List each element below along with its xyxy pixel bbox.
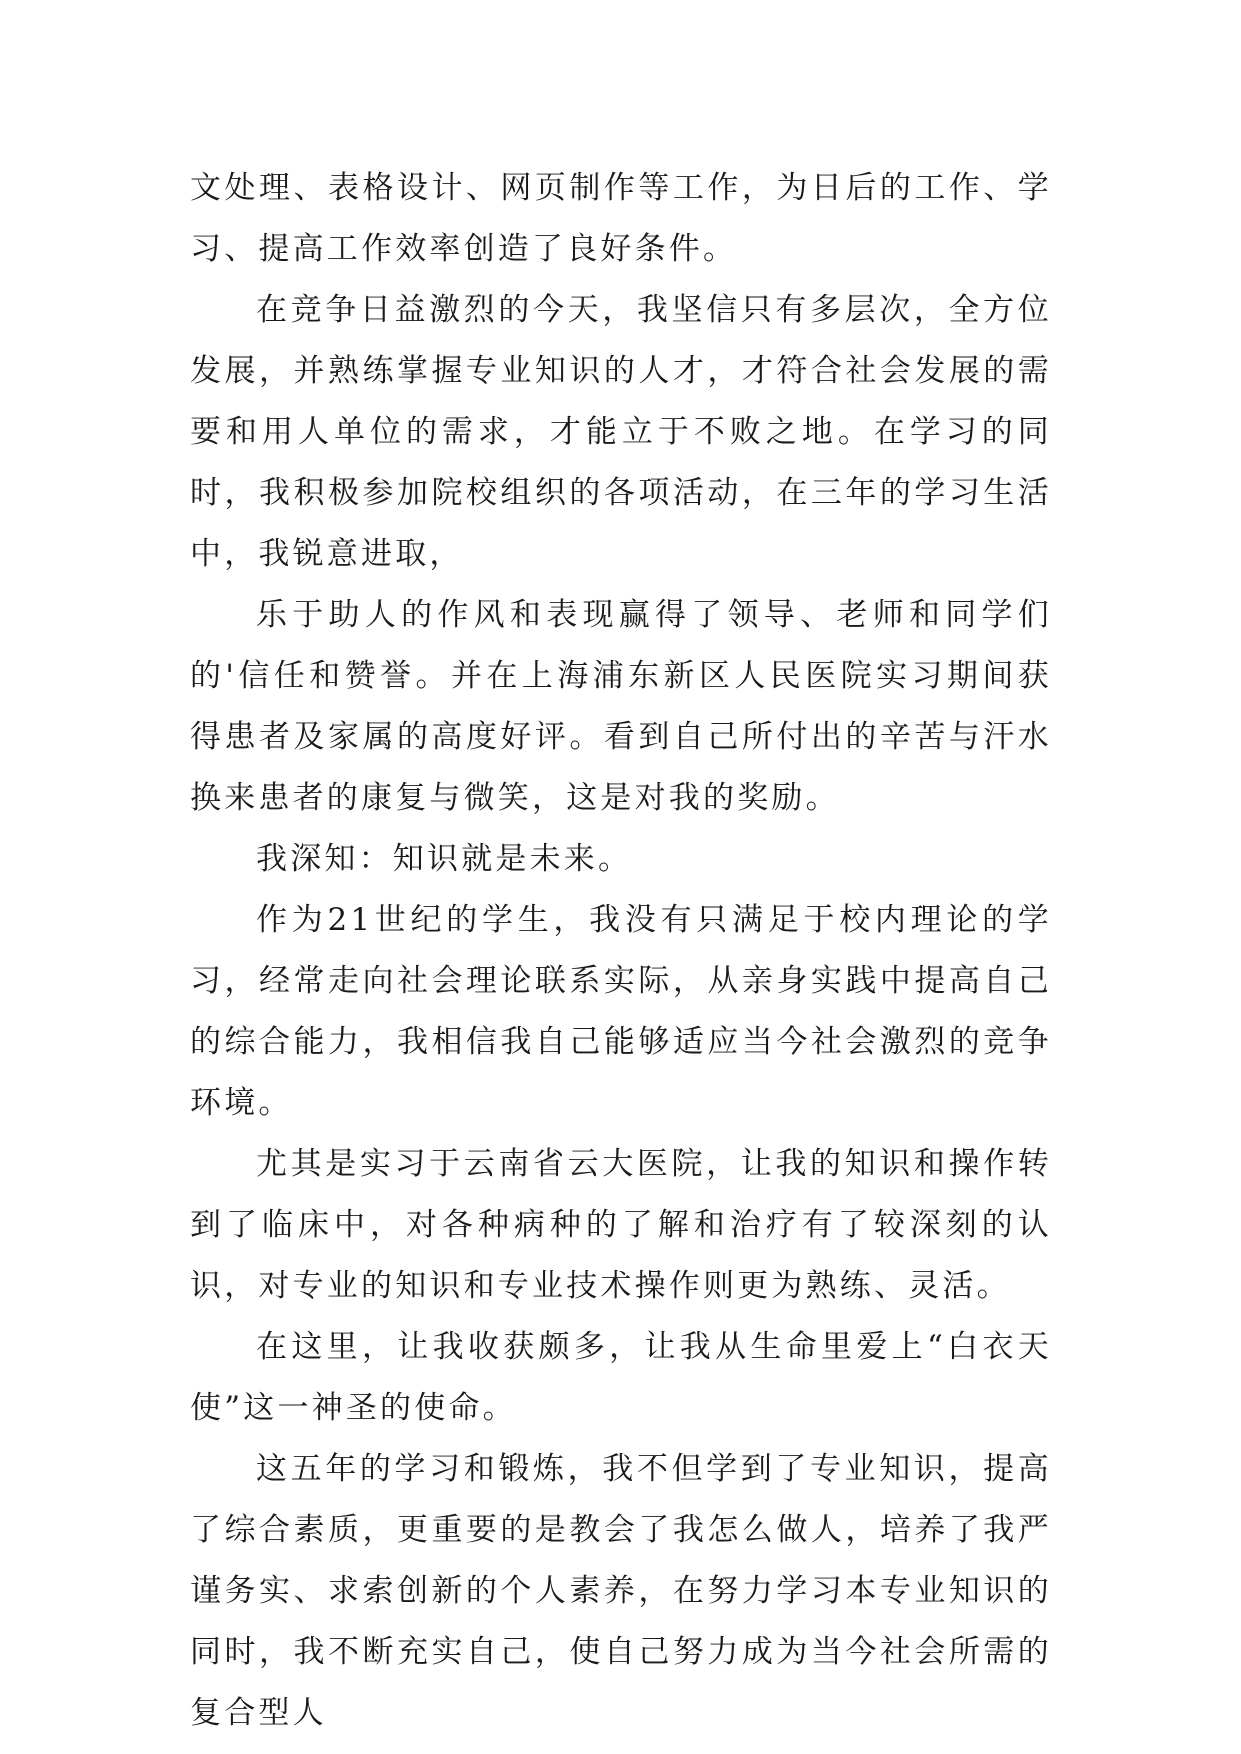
paragraph: 乐于助人的作风和表现赢得了领导、老师和同学们的'信任和赞誉。并在上海浦东新区人民医院实习期间获得患者及家属的高度好评。看到自己所付出的辛苦与汗水换来患者的康复与微笑，这是对我的奖励。 (190, 597, 1052, 816)
paragraph: 这五年的学习和锻炼，我不但学到了专业知识，提高了综合素质，更重要的是教会了我怎么做人，培养了我严谨务实、求索创新的个人素养，在努力学习本专业知识的同时，我不断充实自己，使自己努力成为当今社会所需的复合型人 (190, 1451, 1052, 1731)
paragraph: 在竞争日益激烈的今天，我坚信只有多层次，全方位发展，并熟练掌握专业知识的人才，才符合社会发展的需要和用人单位的需求，才能立于不败之地。在学习的同时，我积极参加院校组织的各项活动，在三年的学习生活中，我锐意进取， (190, 292, 1052, 572)
paragraph: 在这里，让我收获颇多，让我从生命里爱上“白衣天使”这一神圣的使命。 (190, 1329, 1052, 1426)
paragraph-continuation: 文处理、表格设计、网页制作等工作，为日后的工作、学习、提高工作效率创造了良好条件。 (190, 170, 1052, 267)
paragraph: 尤其是实习于云南省云大医院，让我的知识和操作转到了临床中，对各种病种的了解和治疗有了较深刻的认识，对专业的知识和专业技术操作则更为熟练、灵活。 (190, 1146, 1052, 1304)
document-body (190, 158, 1052, 1744)
paragraph: 作为21世纪的学生，我没有只满足于校内理论的学习，经常走向社会理论联系实际，从亲身实践中提高自己的综合能力，我相信我自己能够适应当今社会激烈的竞争环境。 (190, 902, 1052, 1121)
paragraph: 我深知：知识就是未来。 (256, 841, 633, 877)
